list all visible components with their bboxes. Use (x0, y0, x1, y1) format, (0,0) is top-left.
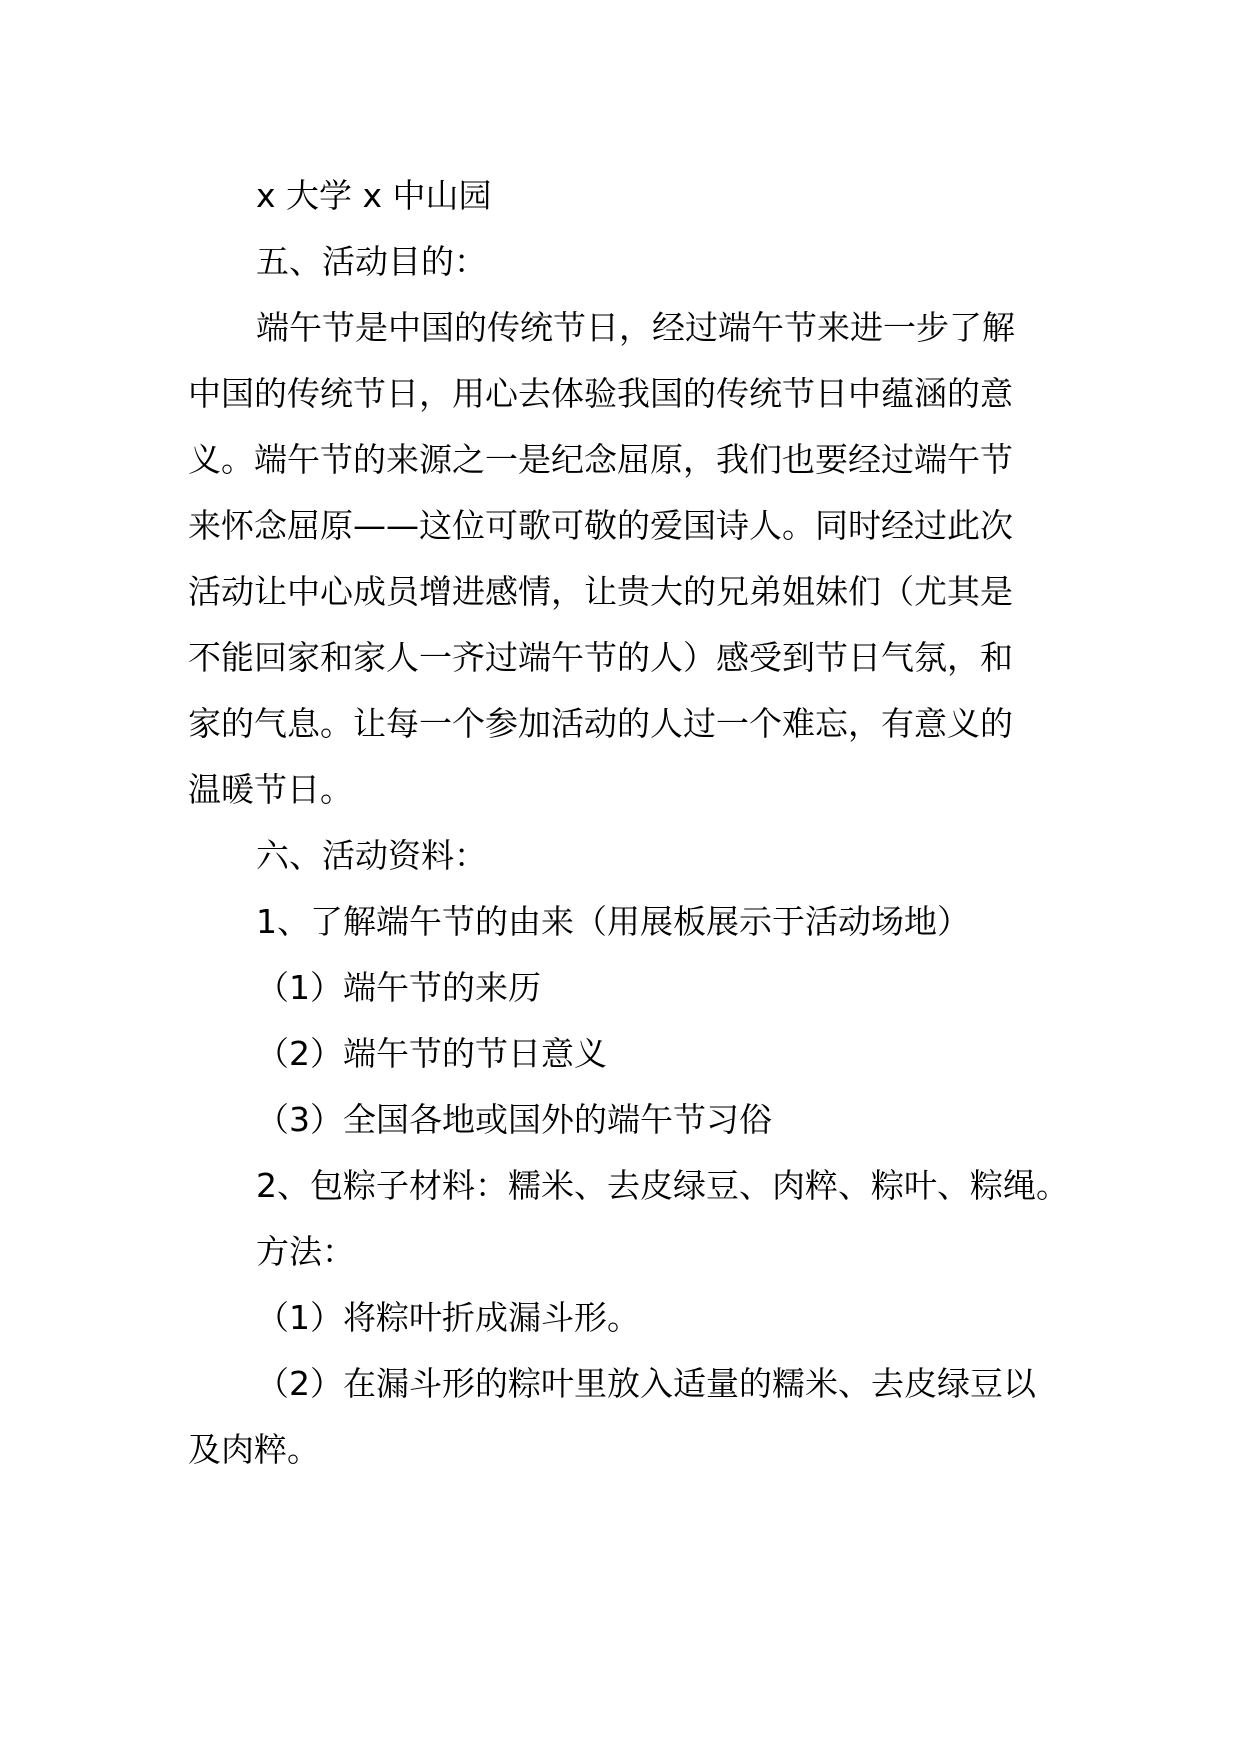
paragraph-line: 家的气息。让每一个参加活动的人过一个难忘，有意义的 (188, 704, 1013, 743)
paragraph-line: 温暖节日。 (188, 770, 353, 809)
location-line: x 大学 x 中山园 (256, 176, 492, 215)
list-item: （2）在漏斗形的粽叶里放入适量的糯米、去皮绿豆以 (256, 1364, 1036, 1403)
paragraph-line: 端午节是中国的传统节日，经过端午节来进一步了解 (256, 308, 1015, 347)
list-item: 1、了解端午节的由来（用展板展示于活动场地） (256, 902, 970, 941)
section-heading-materials: 六、活动资料： (256, 836, 487, 875)
list-item: （1）端午节的来历 (256, 968, 541, 1007)
list-item: （2）端午节的节日意义 (256, 1034, 607, 1073)
list-item: 2、包粽子材料：糯米、去皮绿豆、肉粹、粽叶、粽绳。 (256, 1166, 1069, 1205)
paragraph-line: 不能回家和家人一齐过端午节的人）感受到节日气氛，和 (188, 638, 1013, 677)
list-item: （3）全国各地或国外的端午节习俗 (256, 1100, 772, 1139)
paragraph-line: 中国的传统节日，用心去体验我国的传统节日中蕴涵的意 (188, 374, 1013, 413)
paragraph-line: 活动让中心成员增进感情，让贵大的兄弟姐妹们（尤其是 (188, 572, 1013, 611)
method-heading: 方法： (256, 1232, 355, 1271)
section-heading-purpose: 五、活动目的： (256, 242, 487, 281)
paragraph-line: 义。端午节的来源之一是纪念屈原，我们也要经过端午节 (188, 440, 1013, 479)
list-item-continuation: 及肉粹。 (188, 1430, 320, 1469)
paragraph-line: 来怀念屈原——这位可歌可敬的爱国诗人。同时经过此次 (188, 506, 1013, 545)
list-item: （1）将粽叶折成漏斗形。 (256, 1298, 640, 1337)
